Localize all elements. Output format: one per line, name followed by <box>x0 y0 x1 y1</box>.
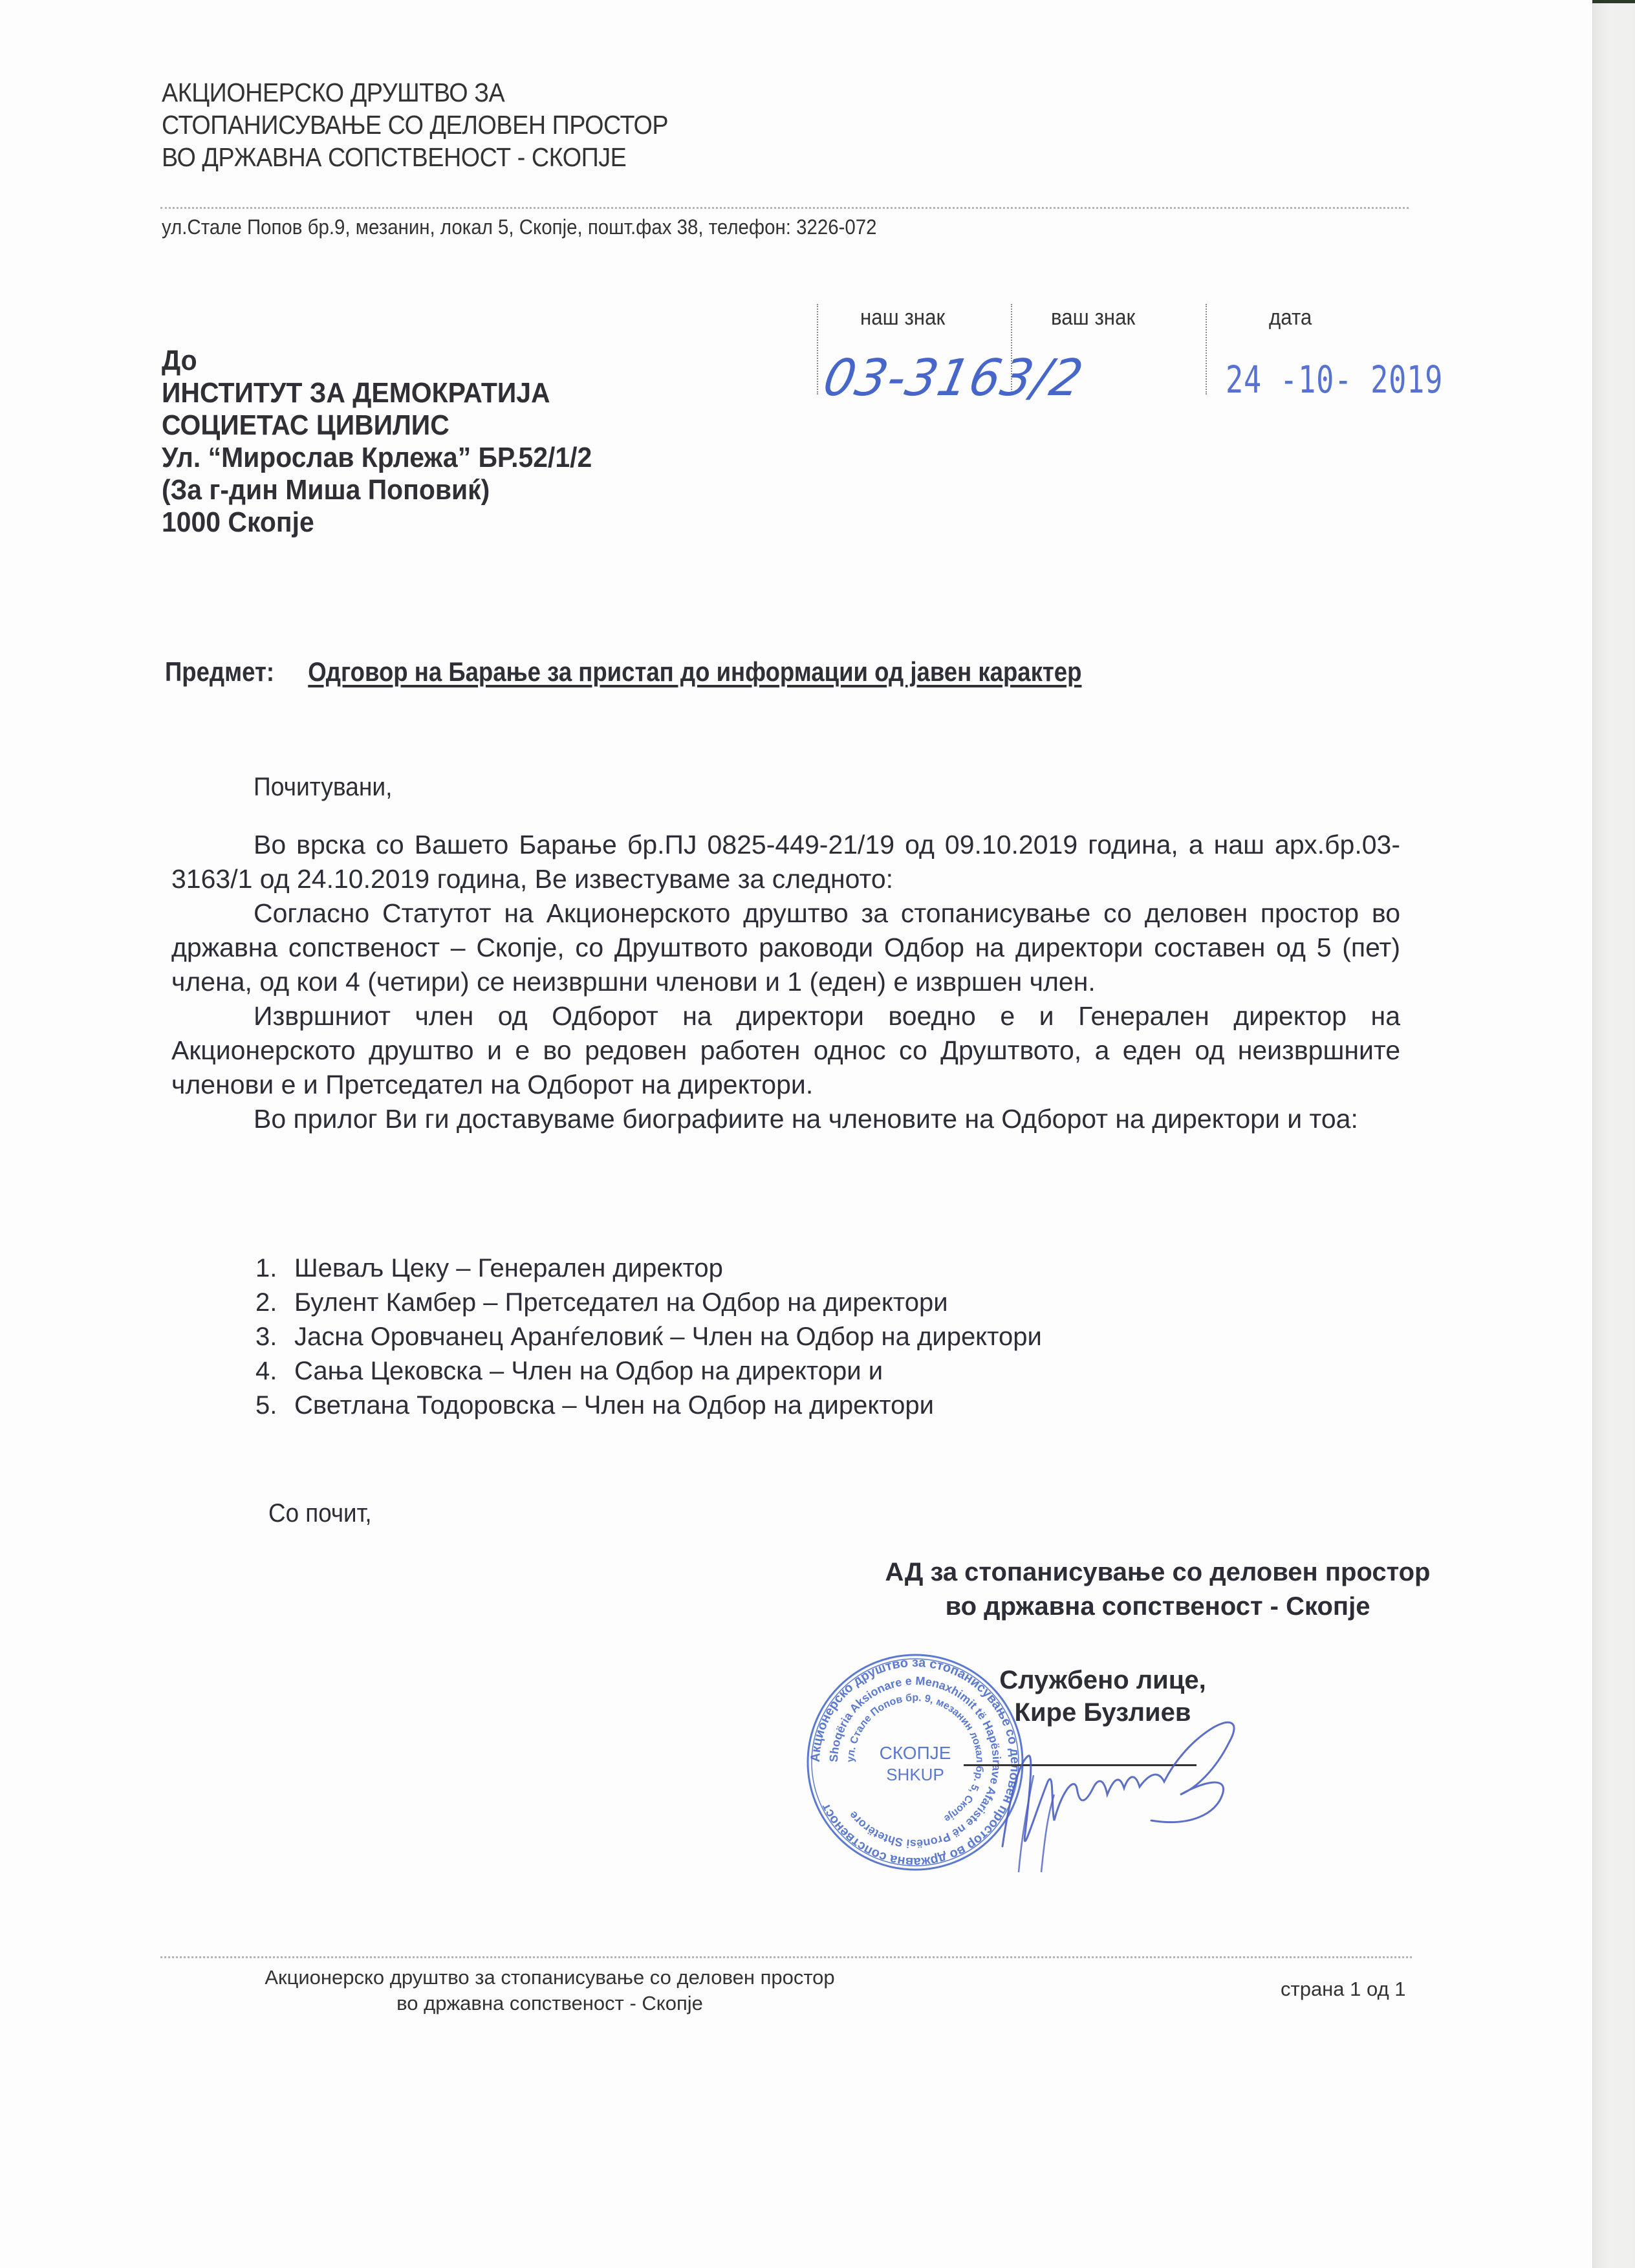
official-title: Службено лице, <box>999 1666 1206 1694</box>
handwritten-signature <box>957 1685 1294 1879</box>
letterhead-line: СТОПАНИСУВАЊЕ СО ДЕЛОВЕН ПРОСТОР <box>162 110 669 140</box>
footer-line: Акционерско друштво за стопанисување со деловен простор <box>265 1966 835 1989</box>
list-text: Јасна Оровчанец Аранѓеловиќ – Член на Одбор на директори <box>294 1323 1042 1351</box>
subject-line <box>165 656 1081 687</box>
body-paragraph: Во врска со Вашето Барање бр.ПЈ 0825-449-21/19 од 09.10.2019 година, а наш арх.бр.03-3163/1 од 24.10.2019 година, Ве известуваме за следното: <box>171 830 1400 894</box>
list-number: 2. <box>255 1288 277 1317</box>
seal-center-city-al: SHKUP <box>886 1765 944 1784</box>
sender-organization <box>776 1555 1539 1624</box>
subject-label: Предмет: <box>165 656 275 687</box>
addressee-line: До <box>162 345 197 376</box>
subject-text: Одговор на Барање за пристап до информации од јавен карактер <box>308 656 1082 687</box>
list-number: 1. <box>255 1254 277 1282</box>
letterhead-line: ВО ДРЖАВНА СОПСТВЕНОСТ - СКОПЈЕ <box>162 142 627 172</box>
addressee-line: Ул. “Мирослав Крлежа” БР.52/1/2 <box>162 442 592 473</box>
scan-page-edge <box>1592 0 1635 2268</box>
list-item <box>255 1388 1042 1423</box>
our-ref-handwritten: 03-3163/2 <box>818 349 1089 407</box>
letterhead-address: ул.Стале Попов бр.9, мезанин, локал 5, Скопје, пошт.фах 38, телефон: 3226-072 <box>162 215 877 239</box>
seal-inner-text: Shoqëria Aksionare e Menaxhimit të Hapësirave Afariste në Pronësi Shtetërore <box>827 1674 1004 1851</box>
seal-outer-text: Акционерско друштво за стопанисување со деловен простор во државна сопственост <box>808 1655 1023 1870</box>
your-ref-label: ваш знак <box>1051 305 1136 330</box>
list-item <box>255 1286 1042 1320</box>
official-name: Кире Бузлиев <box>1014 1698 1191 1727</box>
list-item <box>255 1320 1042 1354</box>
seal-address-text: ул. Стале Попов бр. 9, мезанин локал бр. 5, Скопје <box>845 1692 986 1824</box>
page-number: страна 1 од 1 <box>1281 1978 1406 2000</box>
scan-edge-shadow <box>1592 0 1635 3</box>
list-number: 4. <box>255 1357 277 1385</box>
date-label: дата <box>1269 305 1312 330</box>
header-divider <box>160 207 1409 209</box>
date-stamp: 24 -10- 2019 <box>1226 358 1444 402</box>
our-ref-label: наш знак <box>860 305 946 330</box>
list-number: 3. <box>255 1323 277 1351</box>
closing-salutation: Со почит, <box>268 1499 372 1528</box>
list-text: Сања Цековска – Член на Одбор на директори и <box>294 1357 883 1385</box>
addressee-line: СОЦИЕТАС ЦИВИЛИС <box>162 409 449 441</box>
list-text: Светлана Тодоровска – Член на Одбор на директори <box>294 1391 935 1420</box>
footer-organization <box>194 1965 905 2016</box>
footer-line: во државна сопственост - Скопје <box>396 1992 703 2014</box>
letter-body <box>171 828 1400 1136</box>
ref-column-divider <box>817 304 818 394</box>
sender-org-line: АД за стопанисување со деловен простор <box>885 1558 1431 1586</box>
letterhead-line: АКЦИОНЕРСКО ДРУШТВО ЗА <box>162 78 505 107</box>
addressee-line: ИНСТИТУТ ЗА ДЕМОКРАТИЈА <box>162 377 550 409</box>
letterhead-title <box>162 76 668 173</box>
list-item <box>255 1354 1042 1388</box>
ref-column-divider <box>1206 304 1207 394</box>
footer-divider <box>160 1956 1412 1958</box>
list-number: 5. <box>255 1391 277 1420</box>
addressee-line: (За г-дин Миша Поповиќ) <box>162 474 490 506</box>
body-paragraph: Согласно Статутот на Акционерското друштво за стопанисување со деловен простор во државна сопственост – Скопје, со Друштвото раководи Одбор на директори составен од 5 (пет) члена, од кои 4 (четири) се неизвршни членови и 1 (еден) е извршен член. <box>171 898 1400 997</box>
sender-org-line: во државна сопственост - Скопје <box>945 1592 1370 1621</box>
addressee-line: 1000 Скопје <box>162 506 314 538</box>
list-text: Шеваљ Цеку – Генерален директор <box>294 1254 723 1282</box>
list-text: Булент Камбер – Претседател на Одбор на директори <box>294 1288 948 1317</box>
board-members-list <box>255 1251 1042 1423</box>
list-item <box>255 1251 1042 1286</box>
addressee-block <box>162 345 624 539</box>
body-paragraph: Извршниот член од Одборот на директори воедно е и Генерален директор на Акционерското друштво и е во редовен работен однос со Друштвото, а еден од неизвршните членови е и Претседател на Одборот на директори. <box>171 1001 1400 1099</box>
seal-center-city: СКОПЈЕ <box>879 1743 951 1763</box>
body-paragraph: Во прилог Ви ги доставуваме биографиите на членовите на Одборот на директори и тоа: <box>254 1104 1358 1134</box>
greeting: Почитувани, <box>254 773 393 801</box>
